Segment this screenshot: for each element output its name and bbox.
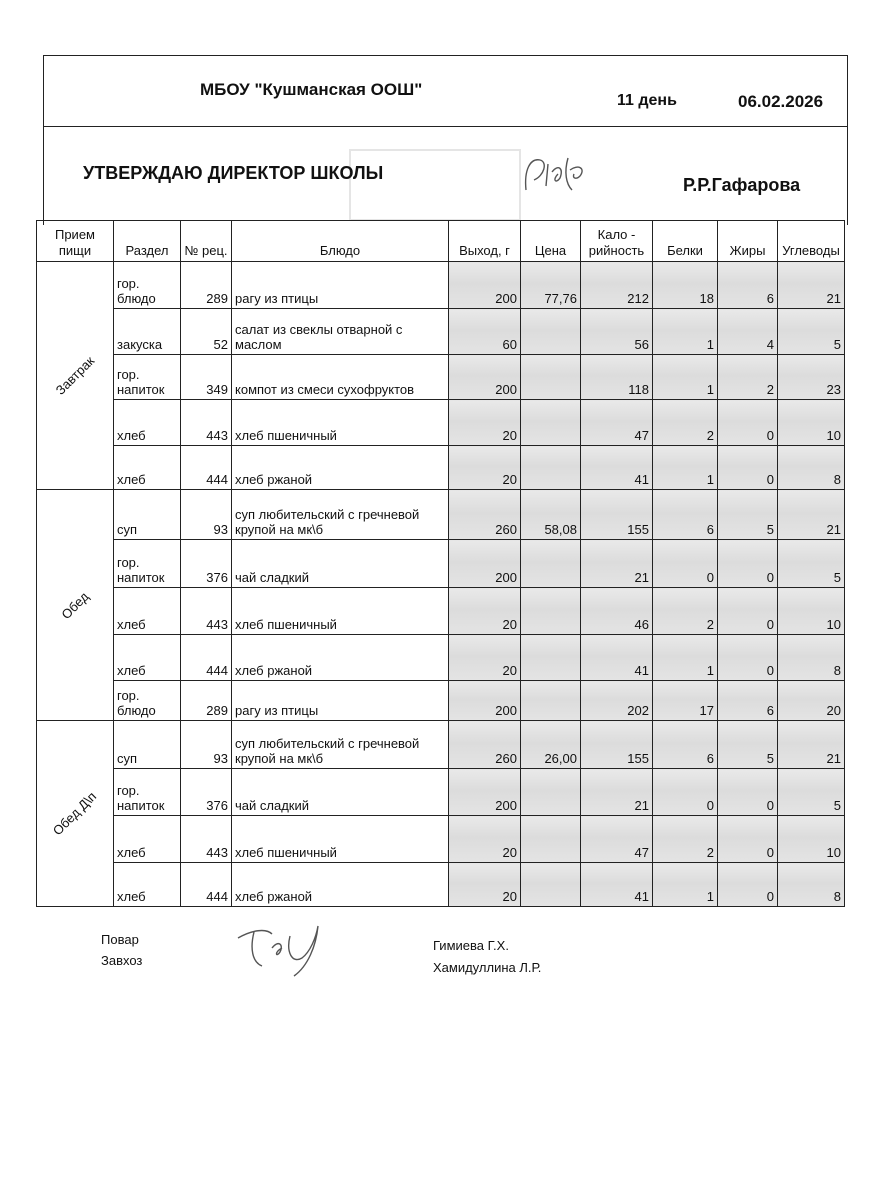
cook-signature <box>232 918 332 978</box>
cell-price <box>521 400 581 446</box>
cell-section: суп <box>114 490 181 540</box>
cell-price <box>521 816 581 863</box>
cell-price: 26,00 <box>521 721 581 769</box>
meal-name-cell <box>37 262 114 490</box>
col-fat: Жиры <box>718 221 778 262</box>
cell-recipe: 376 <box>181 769 232 816</box>
cell-section: гор. напиток <box>114 769 181 816</box>
col-meal: Прием пищи <box>37 221 114 262</box>
cell-calories: 212 <box>581 262 653 309</box>
cell-price <box>521 355 581 400</box>
cell-fat: 5 <box>718 721 778 769</box>
cell-fat: 0 <box>718 588 778 635</box>
cell-recipe: 444 <box>181 863 232 907</box>
cell-fat: 0 <box>718 540 778 588</box>
cell-price <box>521 309 581 355</box>
cell-recipe: 93 <box>181 721 232 769</box>
cell-price <box>521 635 581 681</box>
cell-dish: хлеб пшеничный <box>232 400 449 446</box>
cell-fat: 0 <box>718 446 778 490</box>
cook-name: Гимиева Г.Х. <box>433 938 509 953</box>
table-row <box>37 721 845 769</box>
meal-name: Обед Д\п <box>50 788 100 839</box>
meal-name-cell <box>37 490 114 721</box>
cell-protein: 1 <box>653 635 718 681</box>
cell-calories: 155 <box>581 490 653 540</box>
cell-dish: суп любительский с гречневой крупой на мк\б <box>232 490 449 540</box>
cell-calories: 41 <box>581 635 653 681</box>
cell-fat: 0 <box>718 863 778 907</box>
cell-calories: 41 <box>581 446 653 490</box>
cell-yield: 200 <box>449 262 521 309</box>
cell-yield: 260 <box>449 721 521 769</box>
cell-carbs: 8 <box>778 446 845 490</box>
cell-yield: 20 <box>449 588 521 635</box>
cell-section: хлеб <box>114 446 181 490</box>
director-signature <box>518 150 598 200</box>
cell-dish: рагу из птицы <box>232 681 449 721</box>
cell-section: хлеб <box>114 816 181 863</box>
col-section: Раздел <box>114 221 181 262</box>
cell-carbs: 20 <box>778 681 845 721</box>
cell-calories: 118 <box>581 355 653 400</box>
cell-yield: 20 <box>449 400 521 446</box>
cell-calories: 47 <box>581 816 653 863</box>
cell-yield: 260 <box>449 490 521 540</box>
table-row <box>37 816 845 863</box>
cell-carbs: 5 <box>778 309 845 355</box>
cell-protein: 1 <box>653 863 718 907</box>
cell-protein: 6 <box>653 490 718 540</box>
cell-calories: 155 <box>581 721 653 769</box>
cell-dish: хлеб пшеничный <box>232 816 449 863</box>
cell-protein: 2 <box>653 400 718 446</box>
cell-section: хлеб <box>114 400 181 446</box>
col-price: Цена <box>521 221 581 262</box>
cell-calories: 47 <box>581 400 653 446</box>
table-row <box>37 540 845 588</box>
cell-fat: 0 <box>718 816 778 863</box>
director-name: Р.Р.Гафарова <box>683 175 801 195</box>
cell-dish: чай сладкий <box>232 769 449 816</box>
cell-yield: 200 <box>449 769 521 816</box>
cell-price <box>521 588 581 635</box>
cell-price <box>521 540 581 588</box>
cell-dish: суп любительский с гречневой крупой на мк\б <box>232 721 449 769</box>
table-row <box>37 400 845 446</box>
table-row <box>37 309 845 355</box>
cell-recipe: 52 <box>181 309 232 355</box>
faint-stamp-mark <box>340 140 530 230</box>
cell-protein: 1 <box>653 446 718 490</box>
col-protein: Белки <box>653 221 718 262</box>
cell-price: 77,76 <box>521 262 581 309</box>
col-calories: Кало - рийность <box>581 221 653 262</box>
menu-date: 06.02.2026 <box>738 92 824 111</box>
col-carbs: Углеводы <box>778 221 845 262</box>
cell-recipe: 376 <box>181 540 232 588</box>
cell-fat: 4 <box>718 309 778 355</box>
cell-protein: 2 <box>653 588 718 635</box>
table-row <box>37 490 845 540</box>
cell-price: 58,08 <box>521 490 581 540</box>
cell-dish: хлеб ржаной <box>232 863 449 907</box>
table-row <box>37 863 845 907</box>
table-row <box>37 588 845 635</box>
cell-section: хлеб <box>114 635 181 681</box>
cell-dish: чай сладкий <box>232 540 449 588</box>
cell-protein: 0 <box>653 769 718 816</box>
storekeeper-name: Хамидуллина Л.Р. <box>433 960 542 975</box>
table-row <box>37 681 845 721</box>
cell-section: гор. напиток <box>114 540 181 588</box>
cell-section: закуска <box>114 309 181 355</box>
cell-calories: 21 <box>581 769 653 816</box>
cell-carbs: 21 <box>778 490 845 540</box>
cell-recipe: 444 <box>181 635 232 681</box>
cell-recipe: 443 <box>181 816 232 863</box>
cell-protein: 1 <box>653 355 718 400</box>
table-row <box>37 355 845 400</box>
cell-fat: 6 <box>718 262 778 309</box>
col-dish: Блюдо <box>232 221 449 262</box>
header-divider <box>44 126 847 127</box>
meal-name: Обед <box>58 588 92 622</box>
cell-section: суп <box>114 721 181 769</box>
cell-fat: 0 <box>718 769 778 816</box>
cell-calories: 56 <box>581 309 653 355</box>
menu-body <box>37 262 845 907</box>
cell-section: гор. блюдо <box>114 681 181 721</box>
table-row <box>37 446 845 490</box>
cell-carbs: 21 <box>778 721 845 769</box>
cell-protein: 6 <box>653 721 718 769</box>
cell-calories: 41 <box>581 863 653 907</box>
col-recipe: № рец. <box>181 221 232 262</box>
cell-recipe: 444 <box>181 446 232 490</box>
table-row <box>37 769 845 816</box>
cell-yield: 20 <box>449 816 521 863</box>
cell-protein: 0 <box>653 540 718 588</box>
cell-dish: хлеб ржаной <box>232 446 449 490</box>
cell-calories: 202 <box>581 681 653 721</box>
cell-fat: 0 <box>718 635 778 681</box>
cell-price <box>521 863 581 907</box>
school-name: МБОУ "Кушманская ООШ" <box>200 80 423 99</box>
cook-label: Повар <box>101 932 139 947</box>
cell-recipe: 443 <box>181 400 232 446</box>
cell-recipe: 443 <box>181 588 232 635</box>
cell-carbs: 10 <box>778 816 845 863</box>
cell-price <box>521 681 581 721</box>
cell-yield: 20 <box>449 446 521 490</box>
cell-carbs: 21 <box>778 262 845 309</box>
cell-recipe: 93 <box>181 490 232 540</box>
cell-carbs: 5 <box>778 769 845 816</box>
cell-fat: 5 <box>718 490 778 540</box>
cell-calories: 21 <box>581 540 653 588</box>
table-row <box>37 635 845 681</box>
cell-protein: 18 <box>653 262 718 309</box>
cell-yield: 200 <box>449 540 521 588</box>
cell-price <box>521 446 581 490</box>
storekeeper-label: Завхоз <box>101 953 143 968</box>
cell-carbs: 10 <box>778 400 845 446</box>
cell-yield: 200 <box>449 355 521 400</box>
cell-recipe: 349 <box>181 355 232 400</box>
col-yield: Выход, г <box>449 221 521 262</box>
cell-fat: 6 <box>718 681 778 721</box>
cell-dish: хлеб пшеничный <box>232 588 449 635</box>
cell-carbs: 8 <box>778 863 845 907</box>
cell-dish: компот из смеси сухофруктов <box>232 355 449 400</box>
meal-name: Завтрак <box>52 353 98 398</box>
cell-protein: 1 <box>653 309 718 355</box>
cell-protein: 17 <box>653 681 718 721</box>
menu-day: 11 день <box>617 92 677 109</box>
cell-fat: 2 <box>718 355 778 400</box>
cell-yield: 200 <box>449 681 521 721</box>
meal-name-cell <box>37 721 114 907</box>
cell-yield: 60 <box>449 309 521 355</box>
approval-title: УТВЕРЖДАЮ ДИРЕКТОР ШКОЛЫ <box>83 163 384 183</box>
cell-dish: рагу из птицы <box>232 262 449 309</box>
table-header-row <box>37 221 845 262</box>
menu-table <box>36 220 845 907</box>
cell-section: гор. блюдо <box>114 262 181 309</box>
cell-section: гор. напиток <box>114 355 181 400</box>
cell-price <box>521 769 581 816</box>
cell-fat: 0 <box>718 400 778 446</box>
cell-recipe: 289 <box>181 262 232 309</box>
cell-carbs: 8 <box>778 635 845 681</box>
cell-dish: салат из свеклы отварной с маслом <box>232 309 449 355</box>
table-row <box>37 262 845 309</box>
cell-carbs: 10 <box>778 588 845 635</box>
cell-section: хлеб <box>114 863 181 907</box>
cell-carbs: 23 <box>778 355 845 400</box>
cell-section: хлеб <box>114 588 181 635</box>
cell-protein: 2 <box>653 816 718 863</box>
cell-calories: 46 <box>581 588 653 635</box>
cell-yield: 20 <box>449 863 521 907</box>
cell-dish: хлеб ржаной <box>232 635 449 681</box>
cell-recipe: 289 <box>181 681 232 721</box>
cell-carbs: 5 <box>778 540 845 588</box>
cell-yield: 20 <box>449 635 521 681</box>
